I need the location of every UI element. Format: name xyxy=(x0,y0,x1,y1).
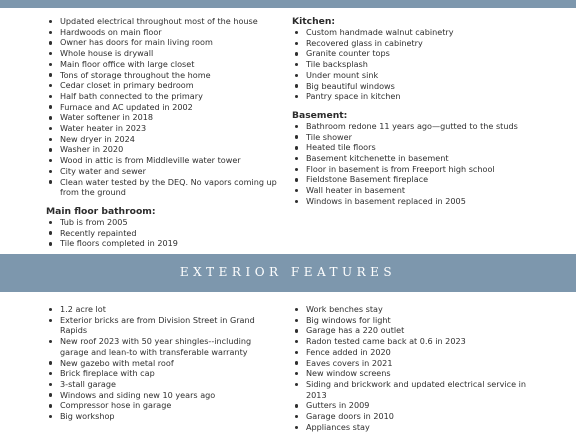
list-item: Radon tested came back at 0.6 in 2023 xyxy=(292,336,562,347)
list-item: City water and sewer xyxy=(46,166,296,177)
list-item: Eaves covers in 2021 xyxy=(292,358,562,369)
main-floor-bathroom-heading: Main floor bathroom: xyxy=(46,205,156,217)
list-item: Wall heater in basement xyxy=(292,185,572,196)
list-item: Tile floors completed in 2019 xyxy=(46,238,296,249)
list-item: Whole house is drywall xyxy=(46,48,296,59)
list-item: Appliances stay xyxy=(292,422,562,432)
list-item: Owner has doors for main living room xyxy=(46,37,296,48)
list-item: Gutters in 2009 xyxy=(292,400,562,411)
exterior-left-list xyxy=(46,304,286,422)
list-item: Granite counter tops xyxy=(292,48,572,59)
list-item: Big windows for light xyxy=(292,315,562,326)
list-item: Compressor hose in garage xyxy=(46,400,286,411)
list-item: Main floor office with large closet xyxy=(46,59,296,70)
list-item: Heated tile floors xyxy=(292,142,572,153)
list-item: Recently repainted xyxy=(46,228,296,239)
list-item: Floor in basement is from Freeport high school xyxy=(292,164,572,175)
top-band xyxy=(0,0,576,8)
interior-left-column xyxy=(46,16,296,249)
list-item: Brick fireplace with cap xyxy=(46,368,286,379)
list-item: Fieldstone Basement fireplace xyxy=(292,174,572,185)
list-item: Cedar closet in primary bedroom xyxy=(46,80,296,91)
list-item: Wood in attic is from Middleville water tower xyxy=(46,155,296,166)
exterior-right-column xyxy=(292,304,562,432)
basement-list xyxy=(292,121,572,207)
list-item: Basement kitchenette in basement xyxy=(292,153,572,164)
list-item: New roof 2023 with 50 year shingles--including garage and lean-to with transferable warranty xyxy=(46,336,282,357)
list-item: Tub is from 2005 xyxy=(46,217,296,228)
kitchen-list xyxy=(292,27,572,102)
list-item: Under mount sink xyxy=(292,70,572,81)
list-item: Water heater in 2023 xyxy=(46,123,296,134)
main-floor-bathroom-list xyxy=(46,217,296,249)
list-item: 3-stall garage xyxy=(46,379,286,390)
list-item: Tons of storage throughout the home xyxy=(46,70,296,81)
list-item: New window screens xyxy=(292,368,562,379)
list-item: Garage has a 220 outlet xyxy=(292,325,562,336)
list-item: Tile backsplash xyxy=(292,59,572,70)
list-item: Hardwoods on main floor xyxy=(46,27,296,38)
list-item: Bathroom redone 11 years ago—gutted to the studs xyxy=(292,121,572,132)
list-item: Fence added in 2020 xyxy=(292,347,562,358)
list-item: Garage doors in 2010 xyxy=(292,411,562,422)
list-item: Siding and brickwork and updated electrical service in 2013 xyxy=(292,379,532,400)
kitchen-heading: Kitchen: xyxy=(292,16,336,27)
list-item: Pantry space in kitchen xyxy=(292,91,572,102)
interior-right-column xyxy=(292,16,572,207)
list-item: New gazebo with metal roof xyxy=(46,358,286,369)
list-item: 1.2 acre lot xyxy=(46,304,286,315)
list-item: Windows in basement replaced in 2005 xyxy=(292,196,572,207)
list-item: Big workshop xyxy=(46,411,286,422)
list-item: Half bath connected to the primary xyxy=(46,91,296,102)
exterior-left-column xyxy=(46,304,286,422)
list-item: Big beautiful windows xyxy=(292,81,572,92)
list-item: Furnace and AC updated in 2002 xyxy=(46,102,296,113)
list-item: Recovered glass in cabinetry xyxy=(292,38,572,49)
list-item: Work benches stay xyxy=(292,304,562,315)
list-item: Tile shower xyxy=(292,132,572,143)
list-item: Water softener in 2018 xyxy=(46,112,296,123)
list-item: Custom handmade walnut cabinetry xyxy=(292,27,572,38)
list-item: Exterior bricks are from Division Street in Grand Rapids xyxy=(46,315,260,336)
list-item: Updated electrical throughout most of the house xyxy=(46,16,296,27)
basement-heading: Basement: xyxy=(292,109,348,121)
list-item: New dryer in 2024 xyxy=(46,134,296,145)
list-item: Windows and siding new 10 years ago xyxy=(46,390,286,401)
exterior-right-list xyxy=(292,304,562,432)
interior-feature-list xyxy=(46,16,296,198)
list-item: Washer in 2020 xyxy=(46,144,296,155)
list-item: Clean water tested by the DEQ. No vapors coming up from the ground xyxy=(46,177,292,198)
exterior-section-title: EXTERIOR FEATURES xyxy=(179,265,397,279)
